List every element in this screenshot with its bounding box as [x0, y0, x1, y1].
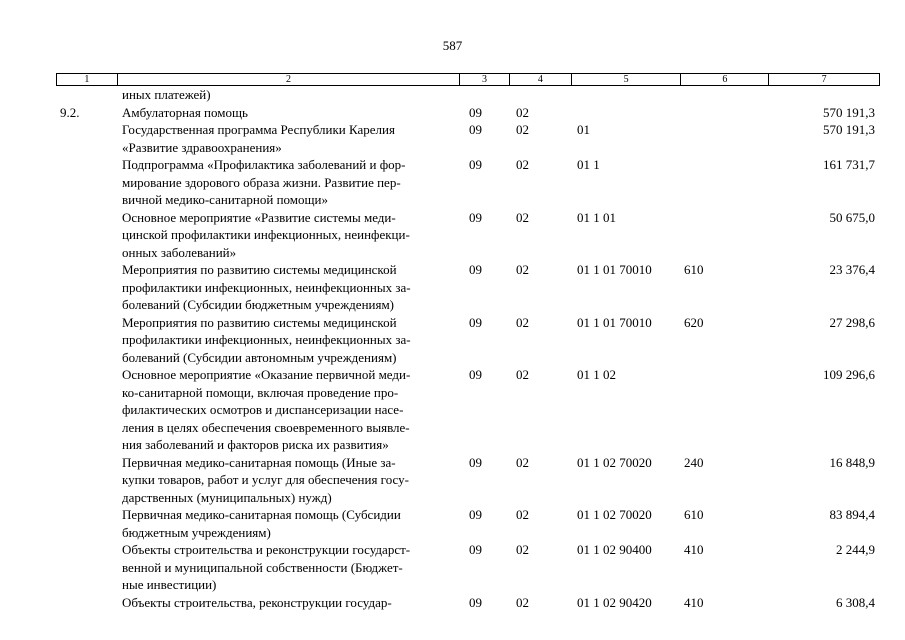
row-number: 9.2.: [60, 104, 80, 120]
row-number: [56, 506, 116, 541]
row-number: [56, 209, 116, 262]
row-amount: 2 244,9: [836, 542, 875, 557]
row-expense-type: 620: [684, 314, 704, 330]
table-row: [56, 454, 880, 507]
row-name-line: Первичная медико-санитарная помощь (Иные за-: [122, 454, 396, 470]
header-col-5: 5: [571, 74, 681, 85]
row-expense-type: [681, 156, 769, 209]
row-target-article: 01 1 01 70010: [577, 262, 652, 277]
row-section-code: 09: [469, 367, 482, 382]
row-expense-type: [681, 209, 769, 262]
row-expense-type: 240: [684, 454, 704, 470]
row-name: [116, 506, 459, 541]
row-name: [116, 121, 459, 156]
row-number: [56, 314, 116, 367]
row-name: [116, 541, 459, 594]
table-row: [56, 104, 880, 122]
row-section-code: 09: [469, 507, 482, 522]
row-name-line: Мероприятия по развитию системы медицинской: [122, 314, 397, 330]
row-target-article: 01 1 02 90400: [577, 542, 652, 557]
row-expense-type: 610: [684, 262, 704, 277]
row-section-code: 09: [469, 262, 482, 277]
row-subsection-code: 02: [516, 542, 529, 557]
row-amount: 16 848,9: [829, 454, 875, 470]
page-number: 587: [442, 38, 463, 53]
row-section-code: 09: [469, 122, 482, 137]
row-name-line: ния заболеваний и факторов риска их развития»: [122, 437, 389, 452]
row-name-line: Основное мероприятие «Оказание первичной меди-: [122, 367, 411, 382]
row-target-article: 01 1 01: [577, 209, 616, 225]
row-expense-type: 410: [684, 594, 704, 610]
row-amount: 23 376,4: [829, 262, 875, 277]
row-name: [116, 454, 459, 507]
row-name-line: профилактики инфекционных, неинфекционных за-: [122, 279, 411, 295]
table-row: [56, 209, 880, 262]
row-target-article: 01: [577, 122, 590, 137]
row-section-code: [459, 86, 509, 104]
row-subsection-code: 02: [516, 314, 529, 330]
table-row: [56, 156, 880, 209]
row-name-line: вичной медико-санитарной помощи»: [122, 192, 328, 207]
row-amount: 50 675,0: [829, 209, 875, 225]
row-subsection-code: 02: [516, 262, 529, 277]
row-expense-type: [681, 86, 769, 104]
row-number: [56, 156, 116, 209]
table-row: [56, 366, 880, 454]
row-subsection-code: 02: [516, 209, 529, 225]
row-amount: 27 298,6: [829, 314, 875, 330]
row-amount: 83 894,4: [829, 507, 875, 522]
table-row: [56, 594, 880, 612]
row-number: [56, 121, 116, 156]
row-name: [116, 366, 459, 454]
row-subsection-code: 02: [516, 104, 529, 120]
row-name-line: филактических осмотров и диспансеризации насе-: [122, 402, 404, 417]
row-name-line: онных заболеваний»: [122, 244, 237, 260]
row-name: [116, 594, 459, 612]
row-name: [116, 261, 459, 314]
row-name-line: купки товаров, работ и услуг для обеспечения госу-: [122, 472, 409, 487]
row-number: [56, 261, 116, 314]
row-name-line: болеваний (Субсидии бюджетным учреждениям): [122, 297, 395, 312]
row-target-article: 01 1 02 70020: [577, 454, 652, 470]
row-subsection-code: 02: [516, 367, 529, 382]
row-target-article: 01 1: [577, 157, 600, 172]
row-name-line: Первичная медико-санитарная помощь (Субсидии: [122, 507, 401, 522]
row-number: [56, 454, 116, 507]
row-name-line: венной и муниципальной собственности (Бюджет-: [122, 559, 403, 575]
row-name-line: Подпрограмма «Профилактика заболеваний и фор-: [122, 157, 406, 172]
header-col-4: 4: [509, 74, 571, 85]
row-target-article: [571, 86, 681, 104]
header-col-1: 1: [84, 74, 90, 85]
row-subsection-code: 02: [516, 122, 529, 137]
row-name: [116, 86, 459, 104]
row-section-code: 09: [469, 454, 482, 470]
row-name-line: ные инвестиции): [122, 577, 217, 592]
row-name-line: Мероприятия по развитию системы медицинской: [122, 262, 397, 277]
row-expense-type: 610: [684, 507, 704, 522]
row-amount: 6 308,4: [836, 594, 875, 610]
row-subsection-code: 02: [516, 594, 529, 610]
header-col-2: 2: [117, 74, 459, 85]
row-number: [56, 366, 116, 454]
row-expense-type: [681, 366, 769, 454]
table-row: [56, 314, 880, 367]
row-name-line: бюджетным учреждениям): [122, 524, 271, 540]
row-name-line: иных платежей): [122, 87, 211, 102]
row-amount: 161 731,7: [823, 157, 875, 172]
row-name-line: мирование здорового образа жизни. Развитие пер-: [122, 174, 401, 190]
row-name: [116, 209, 459, 262]
row-number: [56, 594, 116, 612]
table-header: [56, 73, 880, 86]
header-col-7: 7: [768, 74, 879, 85]
row-name-line: Основное мероприятие «Развитие системы меди-: [122, 209, 396, 225]
row-section-code: 09: [469, 542, 482, 557]
table-row: [56, 86, 880, 104]
row-subsection-code: 02: [516, 454, 529, 470]
row-name-line: цинской профилактики инфекционных, неинфекци-: [122, 227, 410, 242]
row-amount: 570 191,3: [823, 104, 875, 120]
row-subsection-code: 02: [516, 157, 529, 172]
table-row: [56, 506, 880, 541]
row-name-line: Объекты строительства, реконструкции государ-: [122, 594, 392, 610]
row-subsection-code: [509, 86, 571, 104]
table-row: [56, 261, 880, 314]
row-name-line: профилактики инфекционных, неинфекционных за-: [122, 332, 411, 347]
table-row: [56, 541, 880, 594]
row-target-article: 01 1 02 90420: [577, 594, 652, 610]
row-name-line: Государственная программа Республики Карелия: [122, 122, 395, 137]
row-target-article: 01 1 02: [577, 367, 616, 382]
row-section-code: 09: [469, 104, 482, 120]
row-number: [56, 86, 116, 104]
header-col-6: 6: [680, 74, 768, 85]
row-section-code: 09: [469, 594, 482, 610]
row-name-line: Объекты строительства и реконструкции государст-: [122, 542, 411, 557]
row-expense-type: [681, 104, 769, 122]
row-expense-type: 410: [684, 542, 704, 557]
row-name: [116, 104, 459, 122]
row-name-line: ления в целях обеспечения своевременного выявле-: [122, 419, 410, 435]
row-name-line: ко-санитарной помощи, включая проведение про-: [122, 384, 399, 400]
row-number: [56, 541, 116, 594]
row-amount: [769, 86, 880, 104]
row-name: [116, 156, 459, 209]
row-name-line: «Развитие здравоохранения»: [122, 139, 282, 155]
row-amount: 109 296,6: [823, 367, 875, 382]
row-name: [116, 314, 459, 367]
row-target-article: 01 1 01 70010: [577, 314, 652, 330]
row-name-line: дарственных (муниципальных) нужд): [122, 489, 332, 505]
row-expense-type: [681, 121, 769, 156]
row-amount: 570 191,3: [823, 122, 875, 137]
row-subsection-code: 02: [516, 507, 529, 522]
row-target-article: 01 1 02 70020: [577, 507, 652, 522]
row-section-code: 09: [469, 157, 482, 172]
header-col-3: 3: [459, 74, 509, 85]
row-section-code: 09: [469, 314, 482, 330]
row-name-line: болеваний (Субсидии автономным учреждениям): [122, 349, 397, 365]
row-name-line: Амбулаторная помощь: [122, 104, 248, 120]
row-target-article: [571, 104, 681, 122]
table-body: [56, 86, 880, 611]
table-row: [56, 121, 880, 156]
row-section-code: 09: [469, 209, 482, 225]
budget-table: [56, 73, 880, 611]
